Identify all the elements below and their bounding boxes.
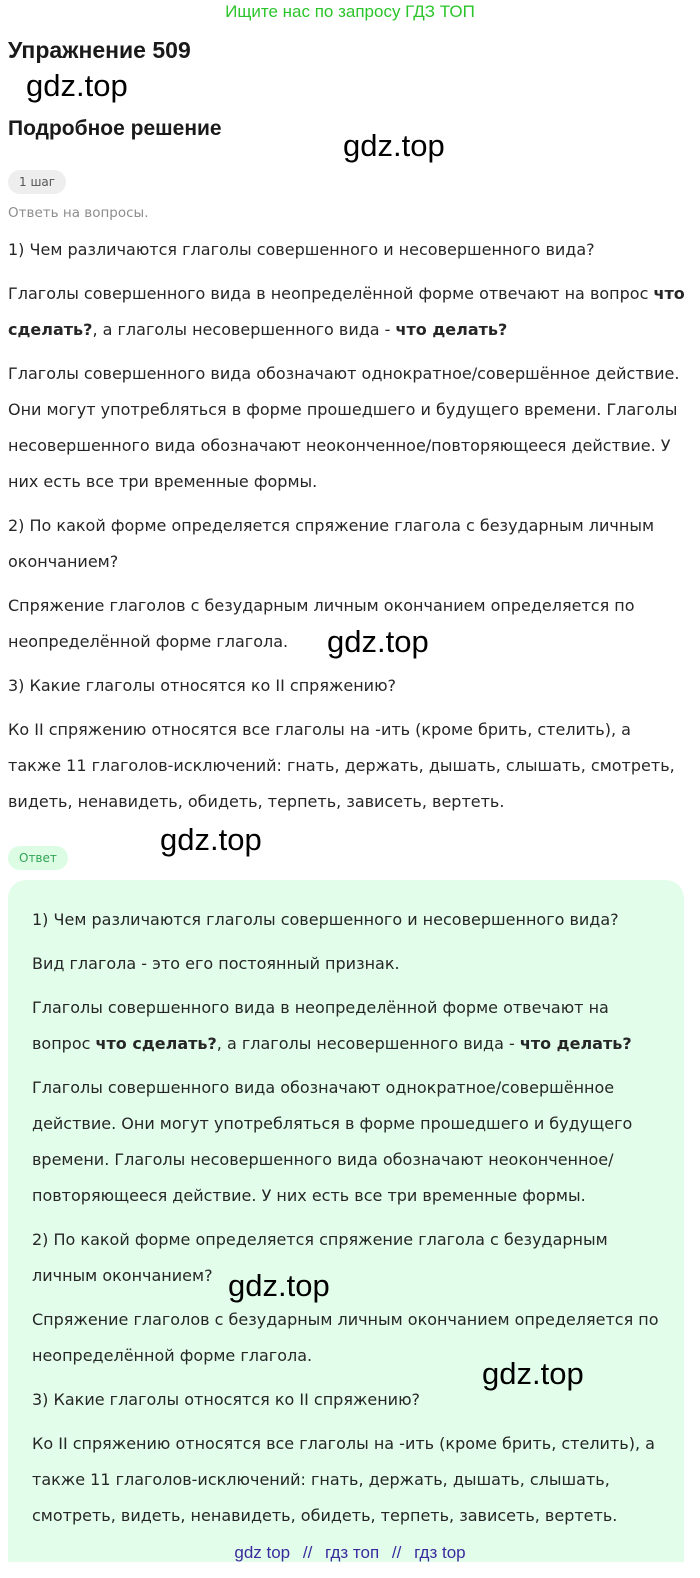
footer-link-gdz-top-mixed[interactable]: гдз top (414, 1543, 466, 1562)
solution-text (8, 232, 688, 828)
watermark: gdz.top (228, 1268, 330, 1303)
answer-1: Глаголы совершенного вида в неопределённой форме отвечают на вопрос что сделать?, а глаголы несовершенного вида - что делать? (8, 284, 685, 339)
footer-separator: // (391, 1543, 402, 1562)
answer-answer-3: Ко II спряжению относятся все глаголы на -ить (кроме брить, стелить), а также 11 глаголов-исключений: гнать, держать, дышать, слышать, смотреть, видеть, ненавидеть, обидеть, терпеть, зависеть, вертеть. (32, 1434, 655, 1525)
watermark: gdz.top (327, 624, 429, 659)
answer-answer-1-detail: Глаголы совершенного вида обозначают однократное/совершённое действие. Они могут употребляться в форме прошедшего и будущего времени. Глаголы несовершенного вида обозначают неоконченное/повторяющееся действие. У них есть все три временные формы. (32, 1078, 633, 1205)
answer-badge: Ответ (8, 846, 68, 870)
footer-link-gdz-top-ru[interactable]: гдз топ (325, 1543, 380, 1562)
answer-intro: Вид глагола - это его постоянный признак. (32, 954, 400, 973)
step-badge: 1 шаг (8, 170, 66, 194)
answer-question-1: 1) Чем различаются глаголы совершенного и несовершенного вида? (32, 910, 619, 929)
footer-link-gdz-top[interactable]: gdz top (234, 1543, 291, 1562)
top-banner: Ищите нас по запросу ГДЗ ТОП (225, 2, 475, 21)
question-3: 3) Какие глаголы относятся ко II спряжению? (8, 676, 397, 695)
answer-box (8, 880, 684, 1562)
footer-links (0, 1540, 700, 1578)
answer-2: Спряжение глаголов с безударным личным окончанием определяется по неопределённой форме глагола. (8, 596, 635, 651)
answer-question-3: 3) Какие глаголы относятся ко II спряжению? (32, 1390, 421, 1409)
answer-answer-1: Глаголы совершенного вида в неопределённой форме отвечают на вопрос что сделать?, а глаголы несовершенного вида - что делать? (32, 998, 632, 1053)
exercise-title: Упражнение 509 (8, 37, 191, 63)
watermark: gdz.top (160, 822, 262, 857)
question-1: 1) Чем различаются глаголы совершенного и несовершенного вида? (8, 240, 595, 259)
footer-separator: // (302, 1543, 313, 1562)
question-2: 2) По какой форме определяется спряжение глагола с безударным личным окончанием? (8, 516, 655, 571)
answer-3: Ко II спряжению относятся все глаголы на -ить (кроме брить, стелить), а также 11 глаголов-исключений: гнать, держать, дышать, слышать, смотреть, видеть, ненавидеть, обидеть, терпеть, зависеть, вертеть. (8, 720, 675, 811)
answer-question-2: 2) По какой форме определяется спряжение глагола с безударным личным окончанием? (32, 1230, 608, 1285)
watermark: gdz.top (26, 68, 128, 103)
answer-1-detail: Глаголы совершенного вида обозначают однократное/совершённое действие. Они могут употребляться в форме прошедшего и будущего времени. Глаголы несовершенного вида обозначают неоконченное/повторяющееся действие. У них есть все три временные формы. (8, 364, 680, 491)
answer-answer-2: Спряжение глаголов с безударным личным окончанием определяется по неопределённой форме глагола. (32, 1310, 659, 1365)
section-title: Подробное решение (8, 117, 222, 140)
watermark: gdz.top (343, 128, 445, 163)
watermark: gdz.top (482, 1356, 584, 1391)
task-hint: Ответь на вопросы. (8, 205, 149, 221)
